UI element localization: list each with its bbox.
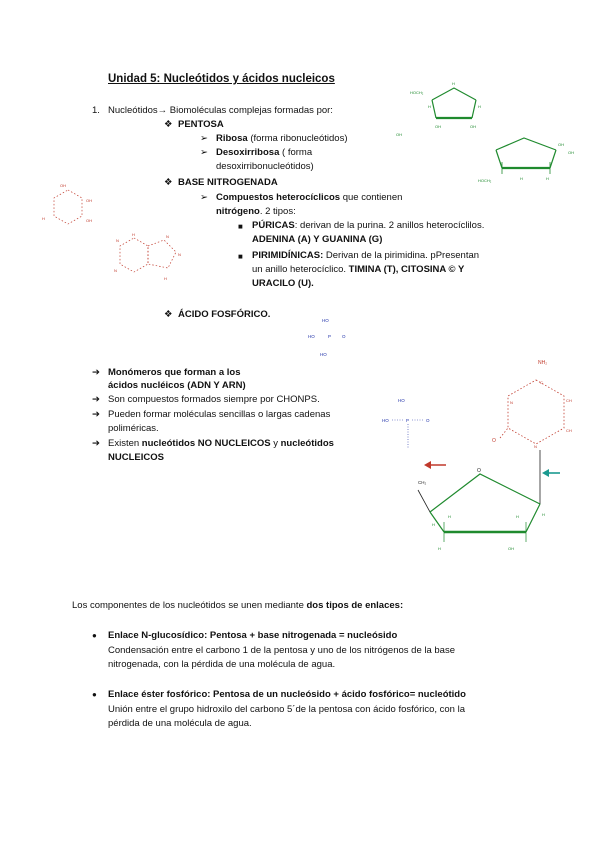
desox-line2: desoxirribonucleótidos)	[216, 161, 314, 172]
arrowhead-bullet-icon: ➢	[200, 147, 208, 158]
nitro-bold: nitrógeno	[216, 206, 260, 217]
pirim-line	[252, 250, 479, 262]
arrow3-line1: Pueden formar moléculas sencillas o largas cadenas	[108, 409, 331, 420]
fig-label: OH	[86, 218, 92, 223]
square-bullet-icon: ■	[238, 252, 243, 261]
puricas-line	[252, 220, 484, 232]
square-bullet-icon: ■	[238, 222, 243, 231]
fig-label: N	[534, 444, 537, 449]
fig-label: H	[164, 276, 167, 281]
compuestos-line	[216, 192, 402, 204]
fig-label: OH	[86, 198, 92, 203]
dot-bullet-icon: ●	[92, 690, 97, 699]
arrow3-line2: poliméricas.	[108, 423, 159, 434]
enlace1-line2: nitrogenada, con la pérdida de una molécula de agua.	[108, 659, 336, 670]
arrowhead-bullet-icon: ➢	[200, 192, 208, 203]
fig-label: P	[406, 418, 410, 423]
pentosa-label: PENTOSA	[178, 119, 224, 130]
fig-label: H	[428, 104, 431, 109]
arrow2-text: Son compuestos formados siempre por CHONPS.	[108, 394, 320, 405]
puricas-line2: ADENINA (A) Y GUANINA (G)	[252, 234, 383, 245]
arrow-bullet-icon: ➔	[92, 394, 100, 405]
enlace2-line2: pérdida de una molécula de agua.	[108, 718, 252, 729]
fig-label: OH	[470, 124, 476, 129]
base-label: BASE NITROGENADA	[178, 177, 278, 188]
a4-pre: Existen	[108, 438, 142, 449]
fig-label: HO	[320, 352, 327, 357]
desox-rest: ( forma	[279, 147, 313, 158]
fig-label: HOCH₂	[410, 90, 424, 95]
fig-label: C	[540, 380, 543, 385]
page-title: Unidad 5: Nucleótidos y ácidos nucleicos	[108, 73, 335, 85]
enlace1-title: Enlace N-glucosídico: Pentosa + base nitrogenada = nucleósido	[108, 630, 398, 641]
fig-label: H	[520, 176, 523, 181]
puricas-bold: PÚRICAS	[252, 220, 295, 231]
diamond-bullet-icon: ❖	[164, 309, 173, 320]
fig-label: HO	[398, 398, 405, 403]
enlace1-line1: Condensación entre el carbono 1 de la pentosa y uno de los nitrógenos de la base	[108, 645, 455, 656]
pirim-line2	[252, 264, 464, 276]
desoxirribosa-diagram	[476, 132, 586, 187]
fig-label: N	[114, 268, 117, 273]
comp-bold: Compuestos heterocíclicos	[216, 192, 341, 203]
fig-label: N	[178, 252, 181, 257]
nitro-rest: . 2 tipos:	[259, 206, 296, 217]
nucleotido-diagram	[380, 352, 590, 557]
fig-label: HO	[308, 334, 315, 339]
fig-label: H	[438, 546, 441, 551]
ribosa-rest: (forma ribonucleótidos)	[247, 133, 348, 144]
fig-label: HO	[382, 418, 389, 423]
fig-label: OH	[396, 132, 402, 137]
acido-fosforico-diagram	[300, 314, 360, 366]
fig-label: H	[478, 104, 481, 109]
fig-label: H	[132, 232, 135, 237]
enlace2-line1: Unión entre el grupo hidroxilo del carbono 5´de la pentosa con ácido fosfórico, con la	[108, 704, 466, 715]
ribosa-line	[216, 133, 347, 145]
comp-rest: que contienen	[340, 192, 403, 203]
fig-label: HO	[322, 318, 329, 323]
fig-label: P	[328, 334, 332, 339]
enlace2-title: Enlace éster fosfórico: Pentosa de un nucleósido + ácido fosfórico= nucleótido	[108, 689, 466, 700]
pirim-line2-text: un anillo heterocíclico.	[252, 264, 349, 275]
fig-label: N	[116, 238, 119, 243]
diamond-bullet-icon: ❖	[164, 177, 173, 188]
intro-bold: dos tipos de enlaces:	[306, 600, 404, 611]
fig-label: N	[166, 234, 169, 239]
puricas-rest: : derivan de la purina. 2 anillos heterocíclilos.	[294, 220, 485, 231]
fig-label: H	[432, 522, 435, 527]
fig-label: OH	[435, 124, 441, 129]
fig-label: HOCH₂	[478, 178, 492, 183]
fig-label: CH₂	[418, 480, 427, 485]
ribosa-bold: Ribosa	[216, 133, 248, 144]
fig-label: OH	[60, 183, 66, 188]
arrow4-line2: NUCLEICOS	[108, 452, 164, 463]
arrowhead-bullet-icon: ➢	[200, 133, 208, 144]
arrow1-line1: Monómeros que forman a los	[108, 367, 241, 378]
pirim-line3: URACILO (U).	[252, 278, 314, 289]
fig-label: H	[542, 512, 545, 517]
desox-bold: Desoxirribosa	[216, 147, 280, 158]
pirim-rest: Derivan de la pirimidina. pPresentan	[323, 250, 480, 261]
fig-label: OH	[558, 142, 564, 147]
fig-label: O	[492, 438, 496, 444]
pirimidina-diagram	[38, 180, 108, 242]
fig-label: O	[426, 418, 430, 423]
fig-label: H	[42, 216, 45, 221]
ribosa-diagram	[392, 78, 502, 138]
arrow-bullet-icon: ➔	[92, 409, 100, 420]
acido-label: ÁCIDO FOSFÓRICO.	[178, 309, 271, 320]
fig-label: N	[510, 400, 513, 405]
fig-label: H	[546, 176, 549, 181]
a4-mid: y	[270, 438, 281, 449]
list-number: 1.	[92, 105, 100, 116]
pirim-bold: PIRIMIDÍNICAS:	[252, 250, 324, 261]
intro-pre: Los componentes de los nucleótidos se unen mediante	[72, 600, 307, 611]
fig-label: H	[516, 514, 519, 519]
nitrogeno-line	[216, 206, 296, 218]
fig-label: OH	[508, 546, 514, 551]
dot-bullet-icon: ●	[92, 631, 97, 640]
fig-label: CH	[566, 398, 572, 403]
item1-text: Nucleótidos→ Biomoléculas complejas formadas por:	[108, 105, 333, 116]
arrow1-line2: ácidos nucléicos (ADN Y ARN)	[108, 380, 246, 391]
fig-label: O	[477, 468, 481, 474]
fig-label: H	[448, 514, 451, 519]
desox-line	[216, 147, 312, 159]
fig-label: O	[342, 334, 346, 339]
a4-bold1: nucleótidos NO NUCLEICOS	[141, 438, 271, 449]
fig-label: H	[452, 81, 455, 86]
purina-diagram	[104, 228, 194, 288]
pirim-line2-bold: TIMINA (T), CITOSINA © Y	[348, 264, 465, 275]
arrow4-line1	[108, 438, 334, 450]
fig-label: NH₂	[538, 360, 548, 366]
diamond-bullet-icon: ❖	[164, 119, 173, 130]
fig-label: OH	[568, 150, 574, 155]
fig-label: CH	[566, 428, 572, 433]
a4-bold2: nucleótidos	[280, 438, 334, 449]
enlaces-intro	[72, 600, 403, 612]
arrow-bullet-icon: ➔	[92, 438, 100, 449]
arrow-bullet-icon: ➔	[92, 367, 100, 378]
